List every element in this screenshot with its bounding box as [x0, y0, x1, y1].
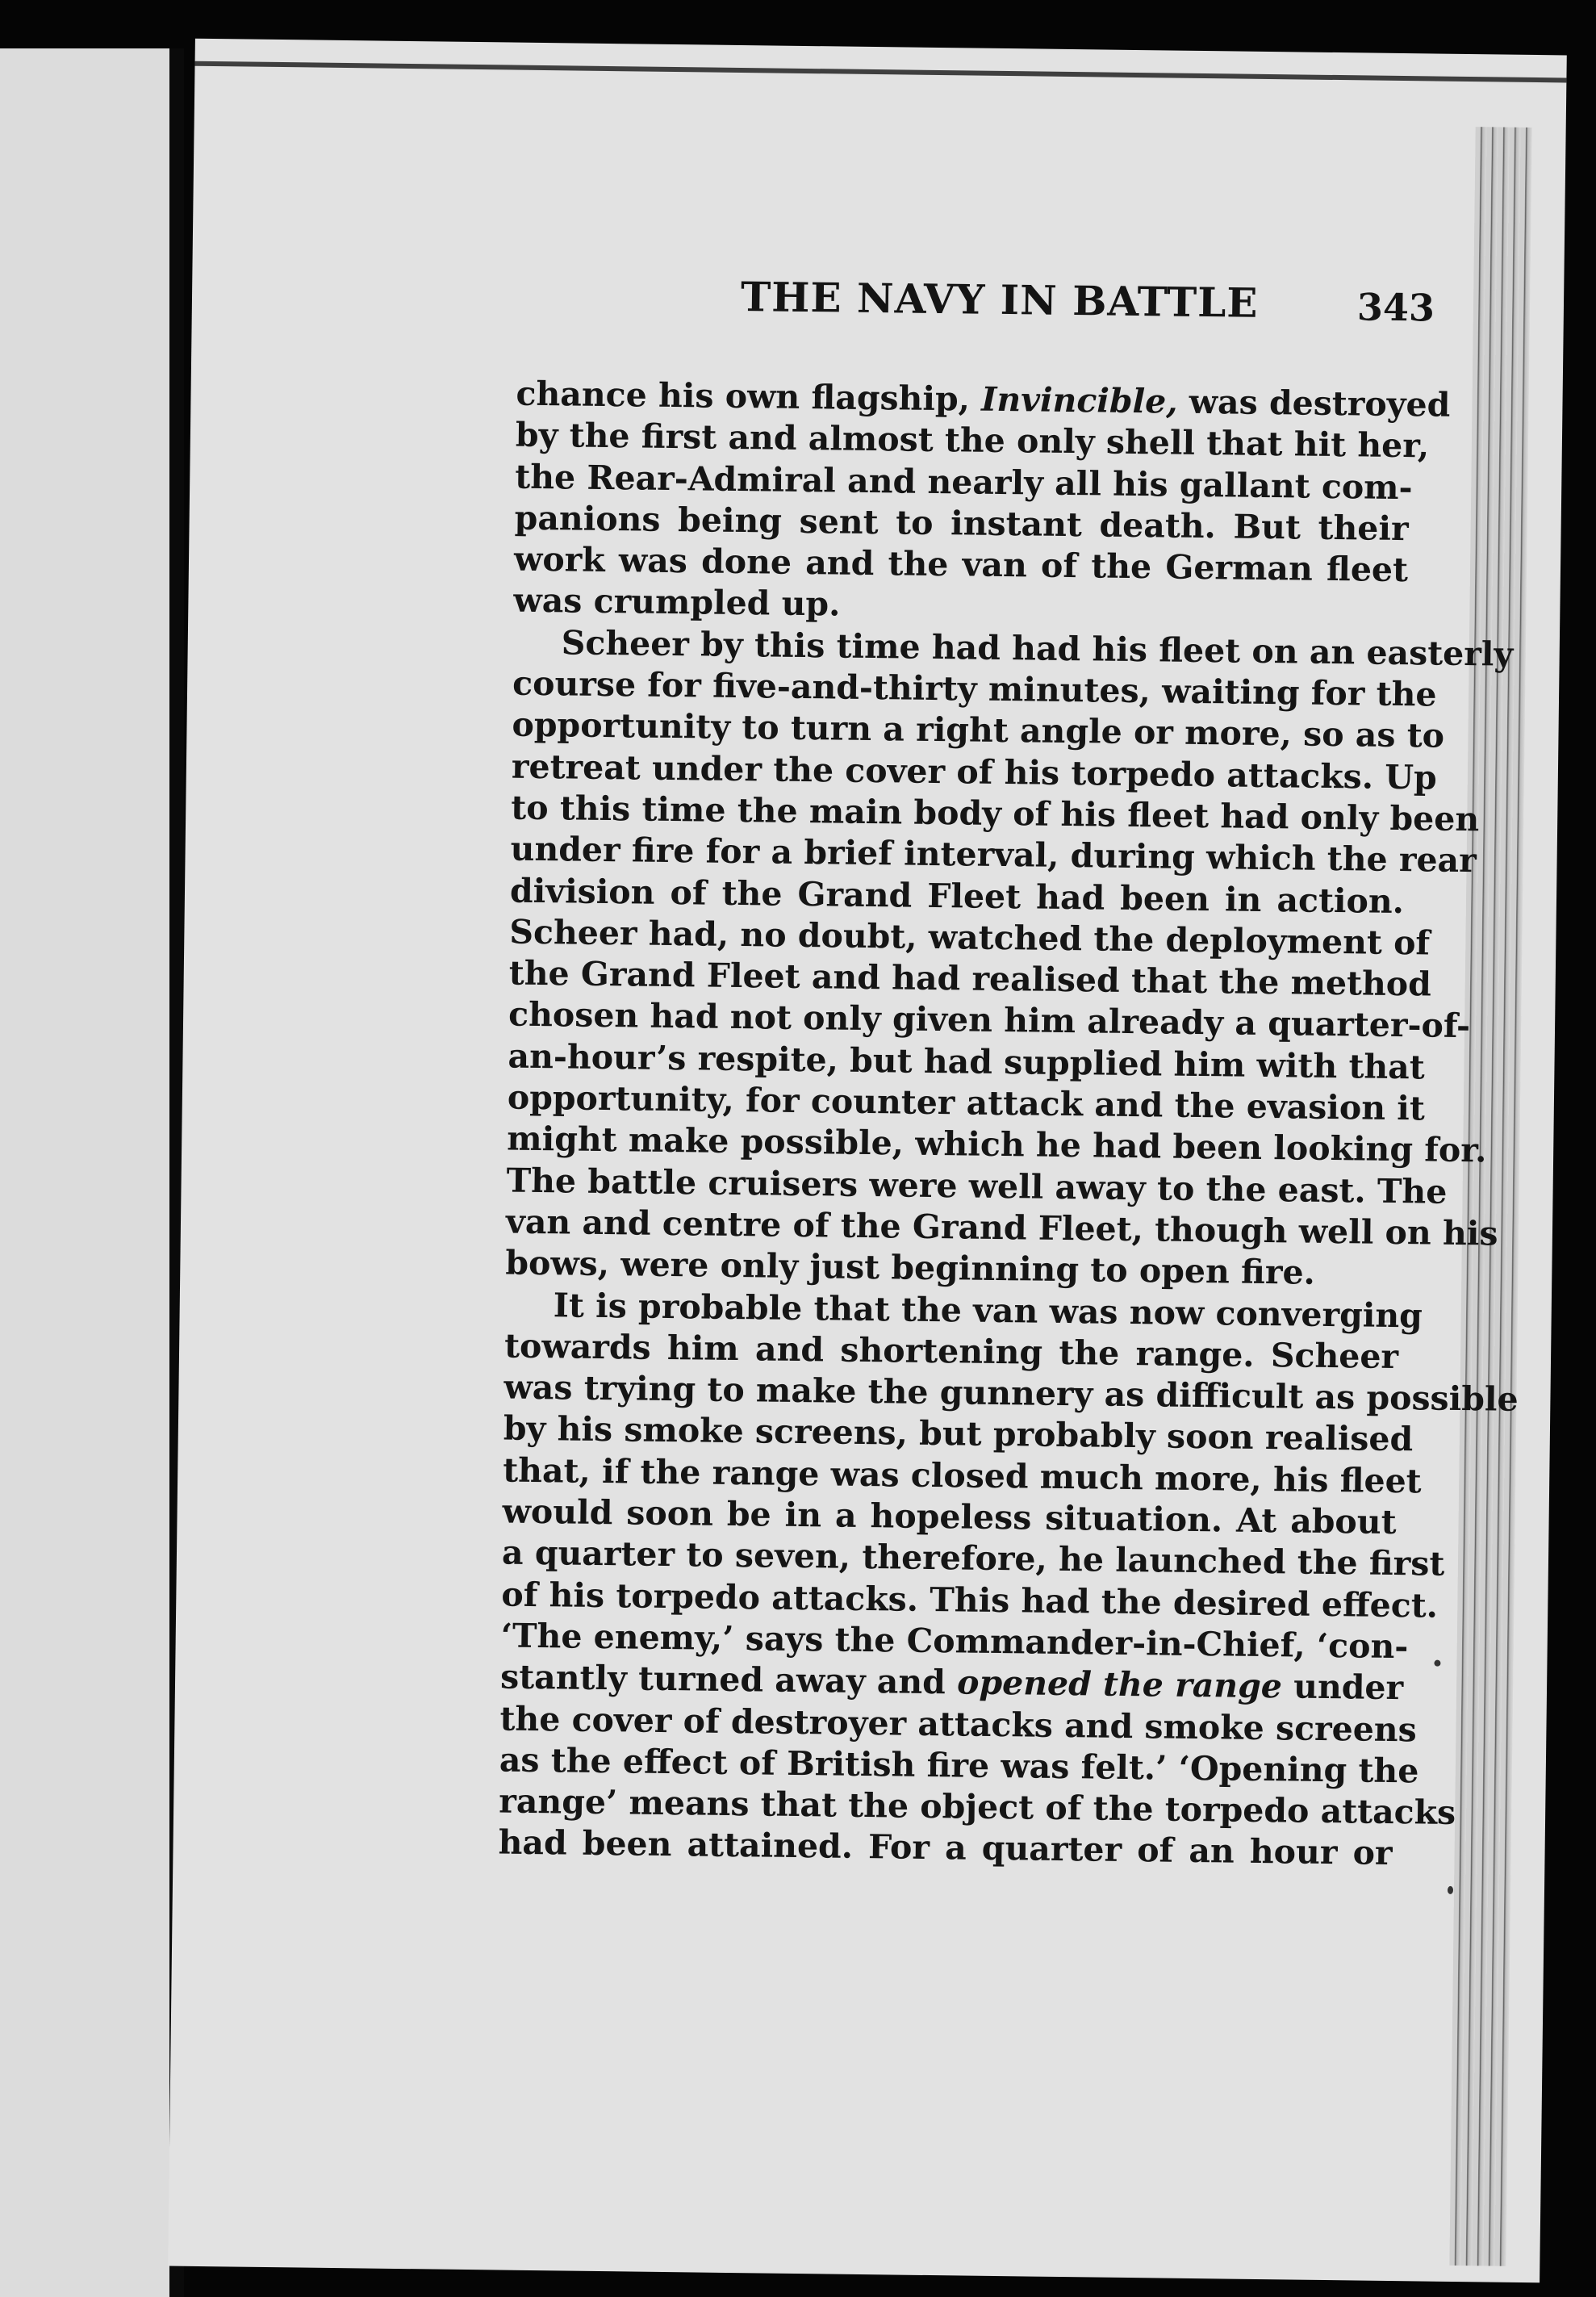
- page-header: [555, 270, 1435, 337]
- text-run: to this time the main body of his fleet had only been: [511, 788, 1480, 839]
- page-stack-edge: [1449, 127, 1531, 2266]
- text-run: might make possible, which he had been looking for.: [507, 1119, 1487, 1170]
- text-run: towards him and shortening the range. Scheer: [503, 1326, 1399, 1376]
- paragraph: [498, 1284, 1519, 1875]
- text-run: under fire for a brief interval, during which the rear: [510, 829, 1477, 881]
- scan-speck: [1434, 1660, 1440, 1667]
- text-run: that, if the range was closed much more, his fleet: [502, 1450, 1422, 1501]
- text-run: range’ means that the object of the torpedo attacks: [498, 1781, 1456, 1833]
- text-run: had been attained. For a quarter of an hour or: [498, 1822, 1393, 1873]
- italic-text: Invincible,: [980, 379, 1178, 421]
- text-run: ‘The enemy,’ says the Commander-in-Chief, ‘con-: [500, 1616, 1409, 1667]
- text-run: a quarter to seven, therefore, he launched the first: [501, 1533, 1445, 1584]
- text-run: stantly turned away and: [499, 1657, 958, 1702]
- text-run: work was done and the van of the German fleet: [513, 539, 1409, 590]
- text-run: by the first and almost the only shell that hit her,: [515, 415, 1430, 466]
- paragraph: [513, 374, 1451, 633]
- text-run: bows, were only just beginning to open fire.: [505, 1243, 1316, 1293]
- text-run: course for five-and-thirty minutes, waiting for the: [512, 663, 1437, 714]
- body-text: [498, 374, 1519, 1875]
- paragraph: [505, 621, 1514, 1295]
- text-run: by his smoke screens, but probably soon realised: [503, 1408, 1414, 1459]
- text-run: the Grand Fleet and had realised that the method: [508, 953, 1432, 1004]
- text-run: It is probable that the van was now converging: [553, 1285, 1423, 1335]
- facing-page-edge: [0, 48, 184, 2297]
- text-run: opportunity, for counter attack and the evasion it: [507, 1077, 1426, 1128]
- page-top-shadow: [195, 61, 1567, 83]
- text-run: would soon be in a hopeless situation. At about: [502, 1492, 1397, 1542]
- text-run: the cover of destroyer attacks and smoke screens: [499, 1698, 1418, 1749]
- text-run: Scheer had, no doubt, watched the deployment of: [509, 912, 1431, 963]
- text-run: of his torpedo attacks. This had the desired effect.: [501, 1575, 1439, 1625]
- scan-speck: [1448, 1886, 1453, 1894]
- text-run: opportunity to turn a right angle or more, so as to: [512, 705, 1445, 756]
- text-run: as the effect of British fire was felt.’ ‘Opening the: [499, 1740, 1419, 1791]
- text-run: was crumpled up.: [513, 581, 841, 625]
- text-run: the Rear-Admiral and nearly all his gallant com-: [515, 457, 1413, 507]
- text-run: panions being sent to instant death. But their: [514, 498, 1409, 549]
- running-title: THE NAVY IN BATTLE: [740, 273, 1259, 327]
- text-run: chosen had not only given him already a quarter-of-: [508, 995, 1471, 1046]
- text-run: division of the Grand Fleet had been in action.: [509, 871, 1405, 921]
- italic-text: opened the range: [956, 1663, 1283, 1706]
- page-number: 343: [1356, 285, 1435, 330]
- text-run: retreat under the cover of his torpedo attacks. Up: [511, 747, 1438, 797]
- text-run: under: [1281, 1667, 1404, 1708]
- text-run: van and centre of the Grand Fleet, though well on his: [505, 1202, 1498, 1253]
- text-run: was destroyed: [1177, 382, 1451, 425]
- text-run: chance his own flagship,: [516, 374, 982, 419]
- book-page: [168, 39, 1567, 2283]
- text-run: was trying to make the gunnery as difficult as possible: [503, 1367, 1519, 1419]
- text-run: The battle cruisers were well away to the east. The: [506, 1161, 1448, 1211]
- text-run: Scheer by this time had had his fleet on an easterly: [561, 623, 1514, 674]
- text-run: an-hour’s respite, but had supplied him with that: [508, 1036, 1426, 1087]
